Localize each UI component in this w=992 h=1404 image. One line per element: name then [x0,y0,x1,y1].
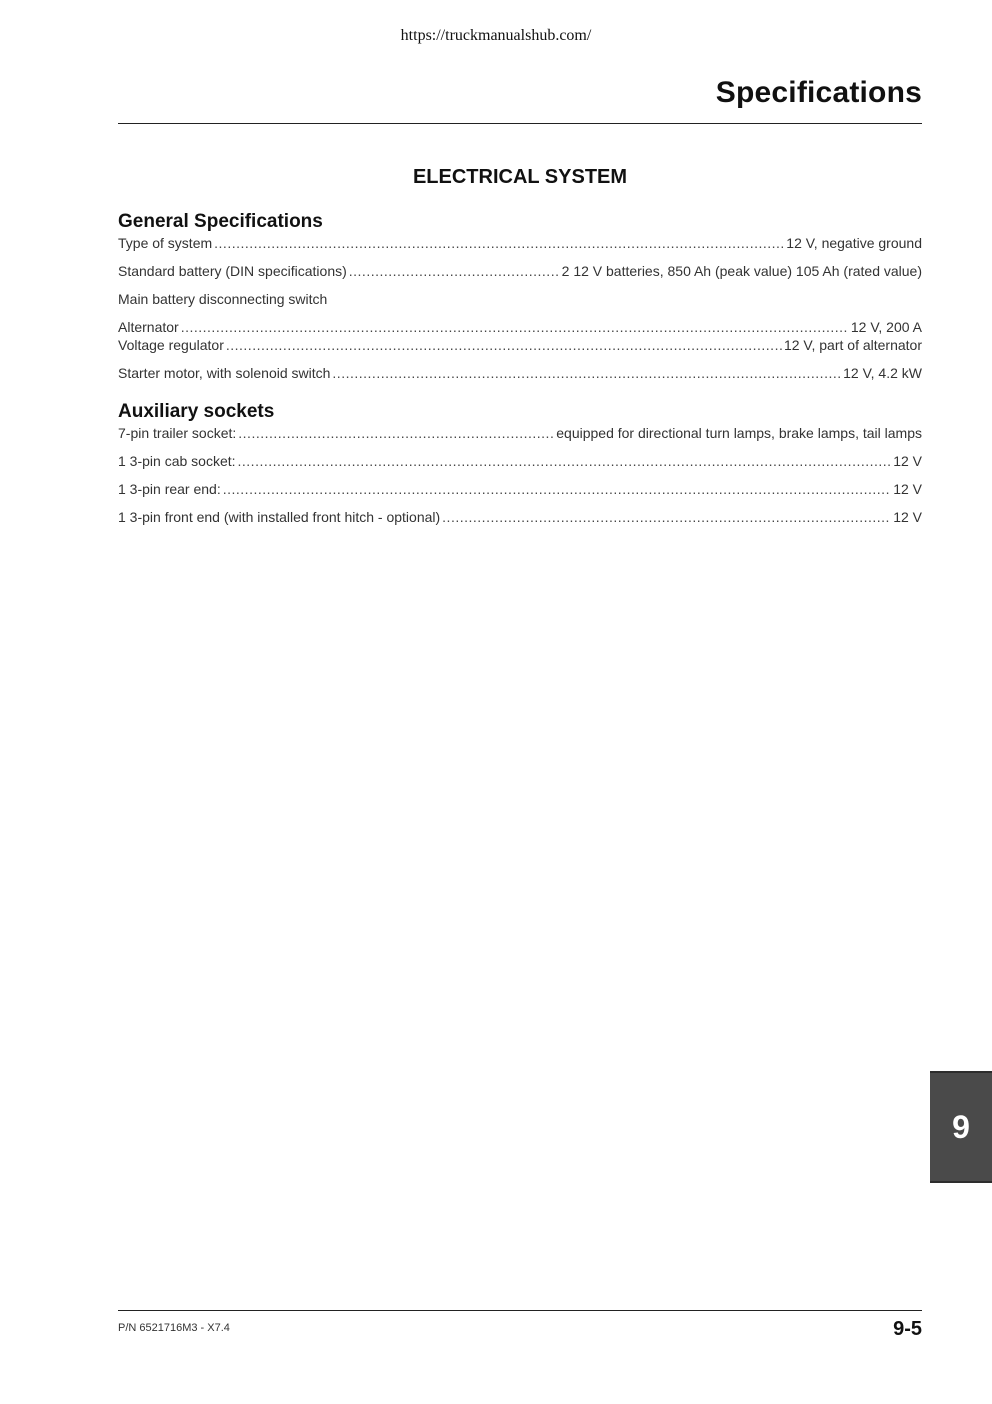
spec-row-trailer-socket [118,424,922,442]
spec-value: 12 V, 4.2 kW [843,365,922,381]
spec-label: 1 3-pin cab socket: [118,453,236,469]
footer-divider [118,1310,922,1311]
spec-row-starter-motor [118,364,922,382]
auxiliary-sockets-group [118,400,922,526]
page-title: Specifications [715,76,922,109]
dot-leader [442,508,891,526]
spec-label: 1 3-pin front end (with installed front hitch - optional) [118,509,441,525]
dot-leader [226,336,782,354]
dot-leader [332,364,841,382]
general-specifications-heading: General Specifications [118,211,323,232]
spec-row-type-of-system [118,234,922,252]
section-title: ELECTRICAL SYSTEM [412,166,628,188]
spec-value: equipped for directional turn lamps, brake lamps, tail lamps [556,425,922,441]
spec-row-alternator [118,318,922,336]
dot-leader [223,480,891,498]
spec-label: Main battery disconnecting switch [118,291,328,307]
dot-leader [238,424,554,442]
page-number: 9-5 [893,1318,922,1340]
spec-value: 12 V [893,453,922,469]
spec-row-front-end-socket [118,508,922,526]
spec-label: Voltage regulator [118,337,224,353]
source-url: https://truckmanualshub.com/ [400,27,592,44]
spec-row-battery-disconnect-switch [118,290,922,308]
spec-value: 12 V, part of alternator [783,337,922,353]
spec-label: Type of system [118,235,213,251]
general-specifications-group [118,210,922,382]
header-divider [118,123,922,124]
spec-row-standard-battery [118,262,922,280]
spec-label: 7-pin trailer socket: [118,425,237,441]
dot-leader [181,318,849,336]
dot-leader [238,452,892,470]
spec-label: Standard battery (DIN specifications) [118,263,347,279]
spec-label: Alternator [118,319,179,335]
part-number: P/N 6521716M3 - X7.4 [118,1322,230,1334]
spec-row-voltage-regulator [118,336,922,354]
spec-row-cab-socket [118,452,922,470]
auxiliary-sockets-heading: Auxiliary sockets [118,401,275,422]
chapter-tab: 9 [930,1071,992,1183]
spec-value: 12 V, 200 A [850,319,922,335]
spec-label: Starter motor, with solenoid switch [118,365,331,381]
spec-value: 2 12 V batteries, 850 Ah (peak value) 105 Ah (rated value) [561,263,922,279]
spec-value: 12 V [893,509,922,525]
spec-row-rear-end-socket [118,480,922,498]
spec-label: 1 3-pin rear end: [118,481,221,497]
spec-value: 12 V [893,481,922,497]
spec-value: 12 V, negative ground [786,235,922,251]
dot-leader [349,262,560,280]
dot-leader [214,234,784,252]
